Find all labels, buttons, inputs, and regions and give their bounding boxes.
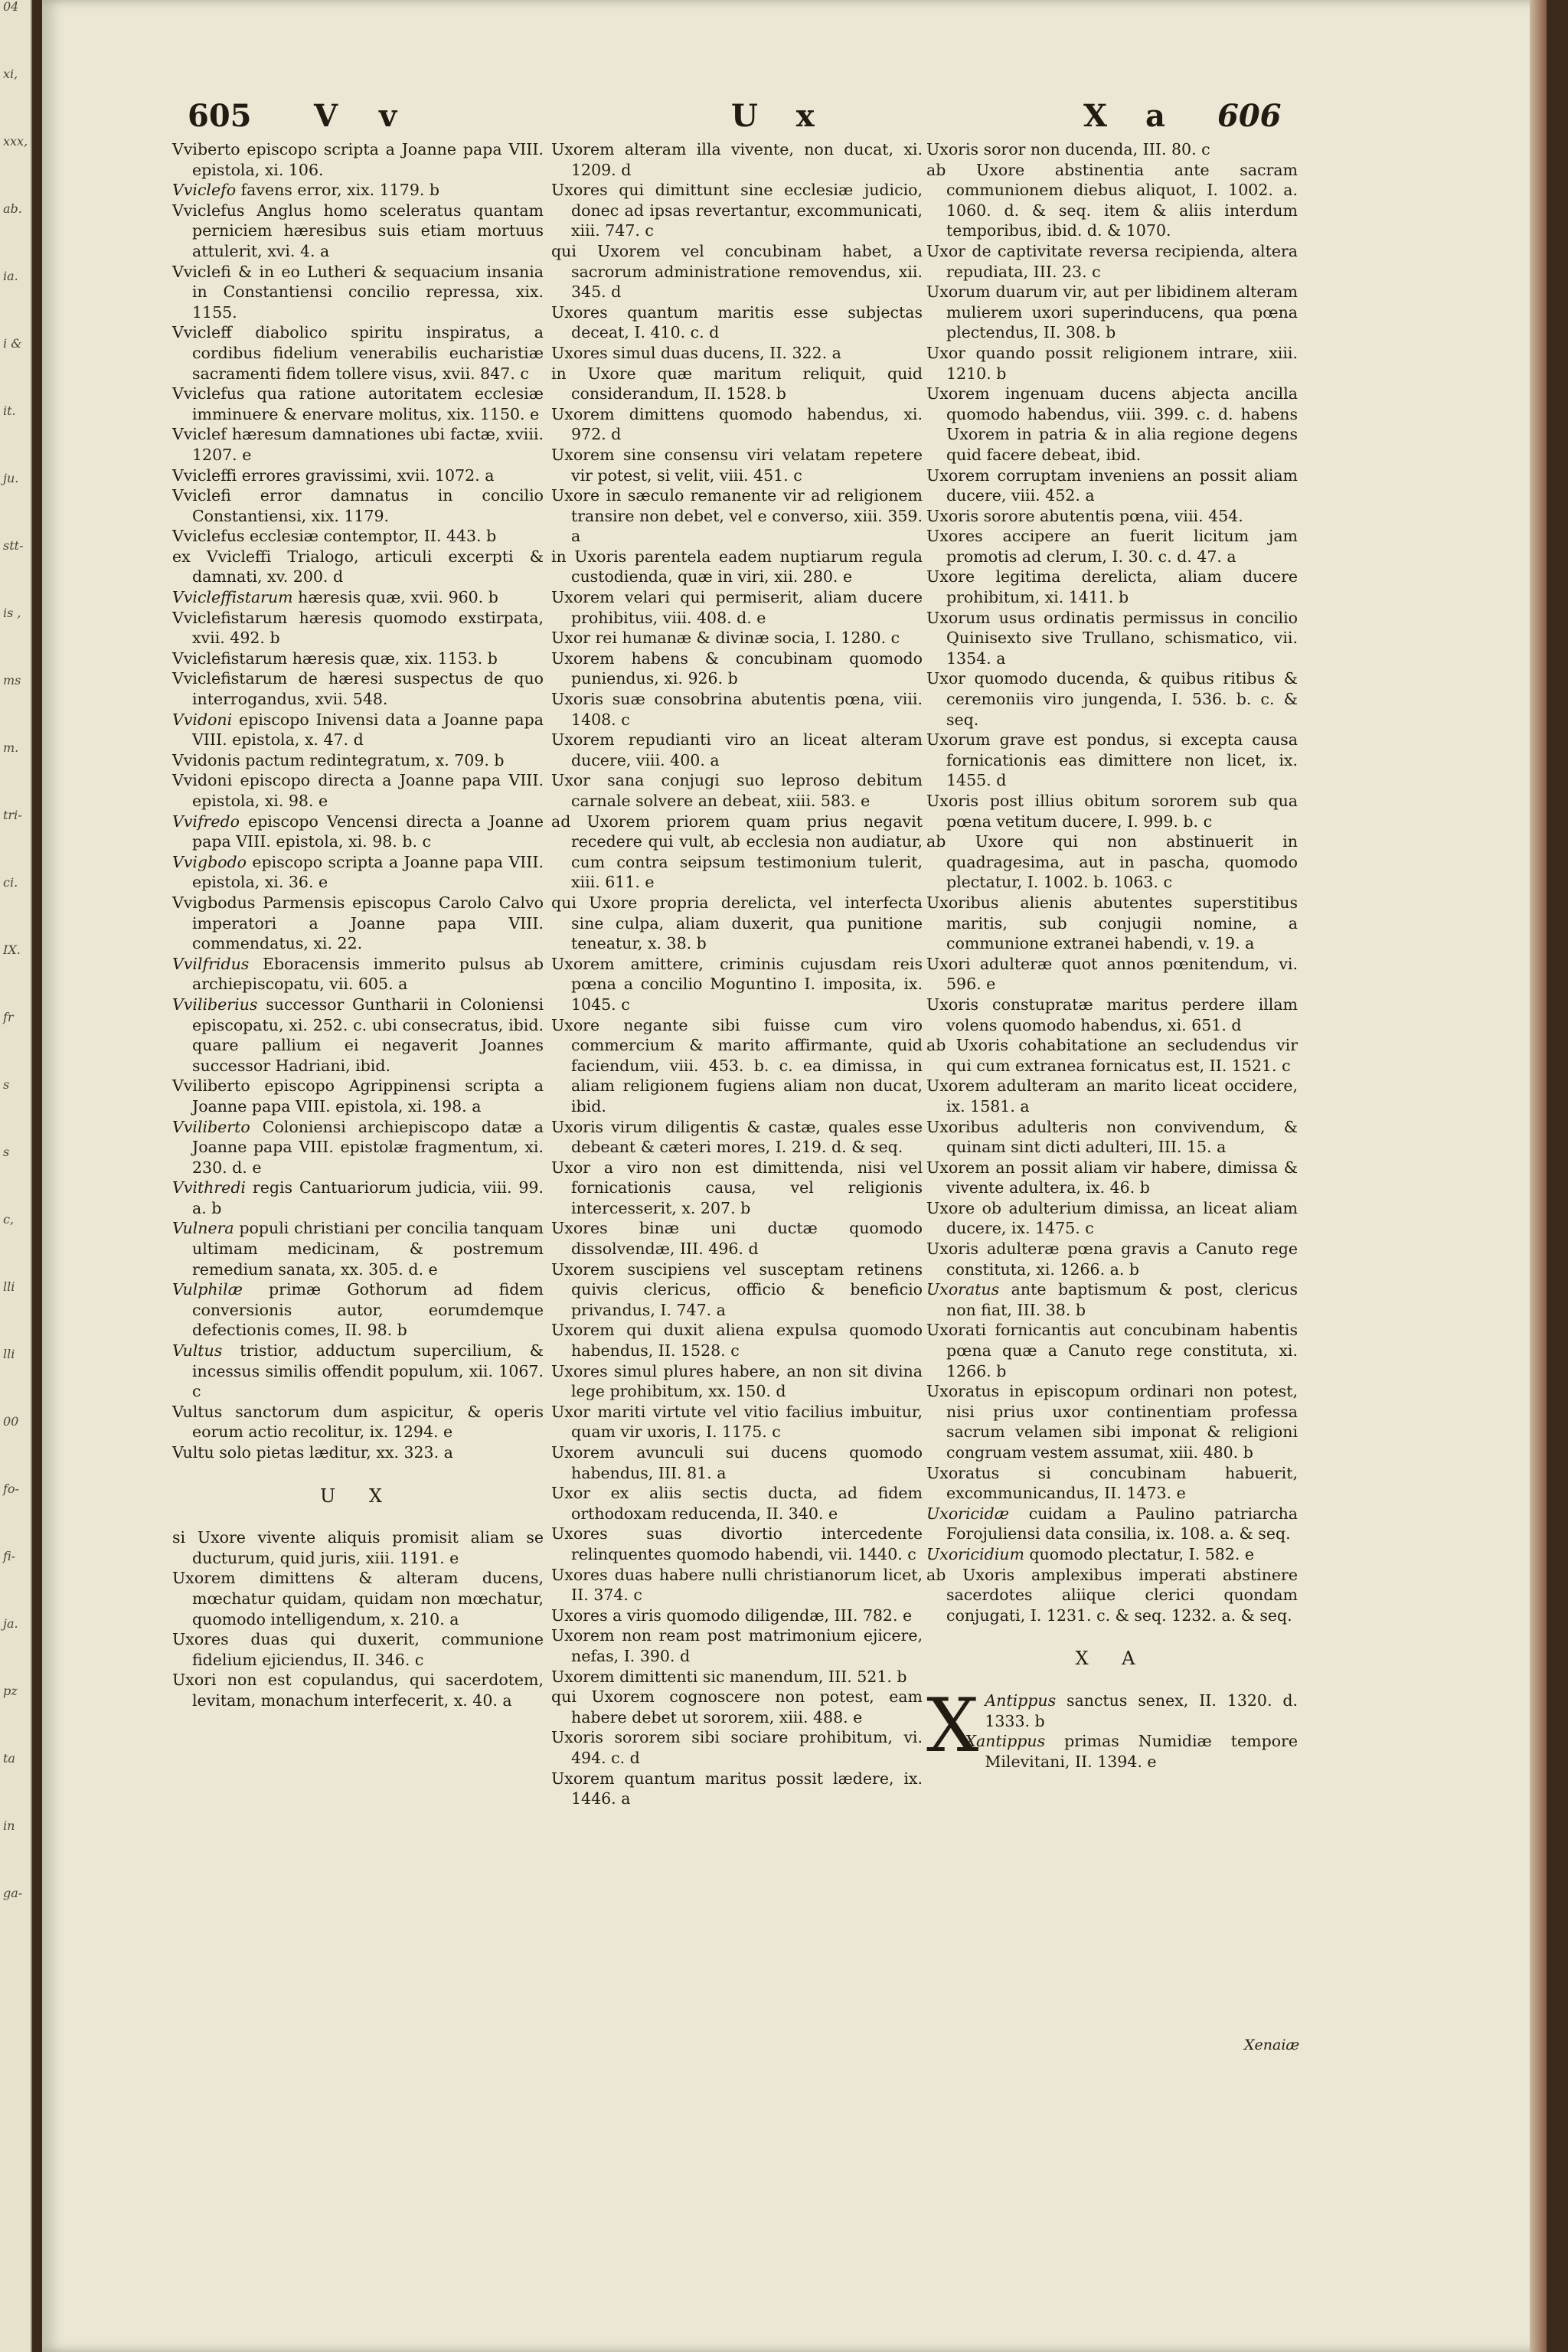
index-entry: [926, 160, 1298, 241]
index-entry: [172, 424, 544, 465]
entry-text: Uxore ob adulterium dimissa, an liceat aliam ducere, ix. 1475. c: [926, 1198, 1298, 1238]
entry-text: Vultu solo pietas læditur, xx. 323. a: [172, 1443, 453, 1462]
entry-text: regis Cantuariorum judicia, viii. 99. a. b: [192, 1178, 544, 1217]
index-entry: [172, 1279, 544, 1341]
entry-text: Vviclefistarum de hæresi suspectus de quo interrogandus, xvii. 548.: [172, 669, 544, 709]
index-entry: [926, 1731, 1298, 1772]
entry-text: Vvidoni episcopo directa a Joanne papa VIII. epistola, xi. 98. e: [172, 771, 544, 810]
entry-text: ex Vvicleffi Trialogo, articuli excerpti & damnati, xv. 200. d: [172, 547, 544, 586]
entry-text: ab Uxore abstinentia ante sacram communionem diebus aliquot, I. 1002. a. 1060. d. & seq. item & aliis interdum temporibus, ibid. d. & 1070.: [926, 160, 1298, 240]
index-entry: [926, 831, 1298, 893]
index-entry: [926, 506, 1298, 527]
entry-text: Uxorem qui duxit aliena expulsa quomodo habendus, II. 1528. c: [551, 1321, 923, 1361]
header-letters-center: U x: [731, 98, 828, 134]
previous-page-fragment: ja.: [3, 1616, 18, 1631]
entry-text: Uxorum duarum vir, aut per libidinem alteram mulierem uxori superinducens, qua pœna plectendus, II. 308. b: [926, 283, 1298, 342]
index-entry: [172, 201, 544, 262]
entry-text: Uxorem dimittenti sic manendum, III. 521. b: [551, 1667, 907, 1686]
index-column-1: [172, 139, 544, 1711]
index-entry: [172, 1218, 544, 1279]
previous-page-fragment: ms: [3, 673, 21, 688]
index-entry: [551, 364, 923, 404]
index-entry: [172, 587, 544, 608]
index-entry: [926, 954, 1298, 995]
entry-text: Uxore negante sibi fuisse cum viro commercium & marito affirmante, quid faciendum, viii. 453. b. c. ea dimissa, in aliam religionem fugiens aliam non ducat, ibid.: [551, 1015, 923, 1116]
entry-text: Uxorem alteram illa vivente, non ducat, xi. 1209. d: [551, 140, 923, 179]
previous-page-fragment: ci.: [3, 875, 18, 890]
index-entry: [172, 1568, 544, 1629]
index-entry: [172, 1442, 544, 1463]
entry-text: Uxores simul plures habere, an non sit divina lege prohibitum, xx. 150. d: [551, 1361, 923, 1401]
entry-text: Vvigbodus Parmensis episcopus Carolo Calvo imperatori a Joanne papa VIII. commendatus, xi. 22.: [172, 893, 544, 953]
entry-headword: Uxoricidæ: [926, 1504, 1009, 1523]
index-entry: [172, 1117, 544, 1178]
entry-text: qui Uxorem vel concubinam habet, a sacrorum administratione removendus, xii. 345. d: [551, 241, 923, 302]
entry-text: Uxores duas habere nulli christianorum licet, II. 374. c: [551, 1565, 923, 1605]
index-entry: [551, 648, 923, 689]
entry-text: primas Numidiæ tempore Milevitani, II. 1394. e: [985, 1732, 1298, 1771]
entry-text: Uxores binæ uni ductæ quomodo dissolvendæ, III. 496. d: [551, 1219, 923, 1259]
entry-text: Uxorum usus ordinatis permissus in concilio Quinisexto sive Trullano, schismatico, vii. 1354. a: [926, 608, 1298, 668]
previous-page-fragment: 00: [3, 1414, 19, 1429]
index-entry: [926, 893, 1298, 954]
entry-headword: Vviclefo: [172, 181, 237, 200]
entry-headword: Vviliberto: [172, 1117, 250, 1136]
previous-page-fragment: s: [3, 1145, 10, 1159]
entry-text: Vvidonis pactum redintegratum, x. 709. b: [172, 750, 505, 769]
index-entry: [926, 1158, 1298, 1198]
entry-text: Vviclefus Anglus homo sceleratus quantam perniciem hæresibus suis etiam mortuus attulerit, xvi. 4. a: [172, 201, 544, 260]
entry-text: Vviclefistarum hæresis quæ, xix. 1153. b: [172, 648, 498, 668]
index-entry: [551, 180, 923, 241]
entry-text: ad Uxorem priorem quam prius negavit recedere qui vult, ab ecclesia non audiatur, cum contra seipsum testimonium tulerit, xiii. 611. e: [551, 812, 923, 892]
entry-text: Uxorem dimittens quomodo habendus, xi. 972. d: [551, 404, 923, 444]
entry-text: Vultus sanctorum dum aspicitur, & operis eorum actio recolitur, ix. 1294. e: [172, 1402, 544, 1442]
index-entry: [551, 1259, 923, 1321]
entry-text: Uxore legitima derelicta, aliam ducere prohibitum, xi. 1411. b: [926, 567, 1298, 607]
entry-headword: Vvilfridus: [172, 954, 250, 973]
header-letters-right: X a: [1083, 98, 1179, 134]
index-entry: [551, 547, 923, 587]
previous-page-fragment: c,: [3, 1212, 15, 1227]
entry-headword: Vvifredo: [172, 812, 240, 831]
entry-text: Uxoris constupratæ maritus perdere illam volens quomodo habendus, xi. 651. d: [926, 995, 1298, 1034]
index-entry: [926, 567, 1298, 607]
entry-text: Uxorem an possit aliam vir habere, dimissa & vivente adultera, ix. 46. b: [926, 1158, 1298, 1197]
entry-text: Uxorem dimittens & alteram ducens, mœchatur quidam, quidam non mœchatur, quomodo intelligendum, x. 210. a: [172, 1569, 544, 1628]
index-entry: [172, 1670, 544, 1710]
index-entry: [172, 648, 544, 669]
index-entry: [172, 1076, 544, 1116]
index-entry: [926, 1198, 1298, 1239]
index-entry: [551, 343, 923, 364]
entry-text: ante baptismum & post, clericus non fiat, III. 38. b: [946, 1280, 1298, 1319]
index-entry: [172, 547, 544, 587]
index-entry: [551, 1687, 923, 1727]
index-entry: [551, 1117, 923, 1158]
entry-text: Vviberto episcopo scripta a Joanne papa VIII. epistola, xi. 106.: [172, 140, 544, 179]
previous-page-fragment: fi-: [3, 1549, 16, 1563]
entry-text: Uxoris sororem sibi sociare prohibitum, vi. 494. c. d: [551, 1728, 923, 1767]
index-entry: [926, 241, 1298, 282]
entry-text: Uxorem ingenuam ducens abjecta ancilla quomodo habendus, viii. 399. c. d. habens Uxorem in patria & in alia regione degens quid facere debeat, ibid.: [926, 384, 1298, 464]
entry-text: Uxorem suscipiens vel susceptam retinens quivis clericus, officio & beneficio privandus, I. 747. a: [551, 1259, 923, 1319]
entry-text: Uxorem amittere, criminis cujusdam reis pœna a concilio Moguntino I. imposita, ix. 1045. c: [551, 954, 923, 1014]
index-entry: [551, 404, 923, 445]
index-entry: [551, 485, 923, 547]
previous-page-fragment: lli: [3, 1279, 15, 1294]
index-entry: [926, 1504, 1298, 1544]
entry-headword: Uxoricidium: [926, 1544, 1024, 1563]
index-entry: [551, 1015, 923, 1117]
previous-page-fragment: ta: [3, 1751, 15, 1766]
entry-headword: Vulphilæ: [172, 1280, 243, 1299]
entry-text: Vviclefistarum hæresis quomodo exstirpata, xvii. 492. b: [172, 608, 544, 648]
entry-text: Uxoribus alienis abutentes superstitibus maritis, sub conjugii nomine, a communione extranei habendi, v. 19. a: [926, 893, 1298, 953]
entry-text: Uxorem corruptam inveniens an possit aliam ducere, viii. 452. a: [926, 466, 1298, 505]
entry-text: Uxorem non ream post matrimonium ejicere, nefas, I. 390. d: [551, 1626, 923, 1665]
index-entry: [551, 1727, 923, 1768]
entry-text: Uxor quando possit religionem intrare, xiii. 1210. b: [926, 343, 1298, 383]
entry-text: in Uxore quæ maritum reliquit, quid considerandum, II. 1528. b: [551, 364, 923, 403]
index-entry: [926, 1279, 1298, 1320]
previous-page-fragment: fo-: [3, 1481, 19, 1496]
index-entry: [926, 282, 1298, 343]
entry-text: primæ Gothorum ad fidem conversionis autor, eorumdemque defectionis comes, II. 98. b: [192, 1280, 544, 1340]
index-entry: [172, 812, 544, 852]
entry-text: Uxoris sorore abutentis pœna, viii. 454.: [926, 506, 1243, 525]
index-entry: [926, 1463, 1298, 1504]
entry-text: Uxor mariti virtute vel vitio facilius imbuitur, quam vir uxoris, I. 1175. c: [551, 1402, 923, 1442]
entry-text: Uxores suas divortio intercedente relinquentes quomodo habendi, vii. 1440. c: [551, 1524, 923, 1563]
previous-page-fragment: i &: [3, 336, 22, 351]
previous-page-fragment: lli: [3, 1347, 15, 1361]
index-entry: [926, 1076, 1298, 1116]
previous-page-fragment: xi,: [3, 67, 18, 81]
entry-text: qui Uxorem cognoscere non potest, eam habere debet ut sororem, xiii. 488. e: [551, 1687, 923, 1726]
index-entry: [551, 1524, 923, 1564]
index-entry: [172, 262, 544, 323]
entry-text: Uxoris virum diligentis & castæ, quales esse debeant & cæteri mores, I. 219. d. & seq.: [551, 1117, 923, 1157]
index-entry: [172, 608, 544, 648]
entry-text: Uxorem repudianti viro an liceat alteram ducere, viii. 400. a: [551, 730, 923, 769]
book-page: [42, 0, 1547, 2352]
entry-text: Uxorem velari qui permiserit, aliam ducere prohibitus, viii. 408. d. e: [551, 588, 923, 627]
entry-text: favens error, xix. 1179. b: [236, 181, 440, 200]
index-entry: [172, 852, 544, 893]
index-entry: [926, 730, 1298, 791]
entry-text: hæresis quæ, xvii. 960. b: [292, 588, 498, 607]
index-entry: [172, 995, 544, 1076]
entry-text: Vviclefus ecclesiæ contemptor, II. 443. b: [172, 527, 497, 546]
entry-text: episcopo scripta a Joanne papa VIII. epistola, xi. 36. e: [192, 852, 544, 892]
entry-headword: Vvidoni: [172, 710, 233, 729]
index-entry: [172, 710, 544, 750]
index-entry: [551, 770, 923, 811]
index-entry: [551, 1483, 923, 1524]
catchword: Xenaiæ: [1244, 2037, 1300, 2053]
index-entry: [926, 526, 1298, 567]
entry-text: si Uxore vivente aliquis promisit aliam se ducturum, quid juris, xiii. 1191. e: [172, 1528, 544, 1567]
previous-page-fragment: stt-: [3, 538, 24, 553]
entry-text: Vviclef hæresum damnationes ubi factæ, xviii. 1207. e: [172, 425, 544, 464]
index-entry: [172, 1527, 544, 1568]
index-entry: [172, 526, 544, 547]
entry-text: Vviclefi & in eo Lutheri & sequacium insania in Constantiensi concilio repressa, xix. 1155.: [172, 262, 544, 322]
previous-page-fragment: ia.: [3, 269, 18, 283]
index-entry: [172, 1178, 544, 1218]
entry-text: Uxorem adulteram an marito liceat occidere, ix. 1581. a: [926, 1076, 1298, 1116]
entry-headword: Vultus: [172, 1341, 223, 1361]
entry-headword: Vvithredi: [172, 1178, 246, 1197]
entry-text: Vviclefus qua ratione autoritatem ecclesiæ imminuere & enervare molitus, xix. 1150. e: [172, 384, 544, 423]
section-heading: X A: [1075, 1648, 1149, 1670]
entry-text: sanctus senex, II. 1320. d. 1333. b: [985, 1690, 1298, 1730]
entry-text: Uxorati fornicantis aut concubinam habentis pœna quæ a Canuto rege constituta, xi. 1266. b: [926, 1321, 1298, 1380]
entry-text: ab Uxoris amplexibus imperati abstinere sacerdotes aliique clerici quondam conjugati, I. 1231. c. & seq. 1232. a. & seq.: [926, 1565, 1298, 1625]
index-entry: [551, 1402, 923, 1442]
previous-page-fragment: in: [3, 1818, 15, 1833]
page-number-left: 605: [188, 98, 252, 134]
previous-page-fragment: pz: [3, 1684, 18, 1698]
previous-page-edge: [0, 0, 32, 2352]
entry-text: Uxorem quantum maritus possit lædere, ix. 1446. a: [551, 1769, 923, 1808]
index-entry: [551, 1320, 923, 1361]
entry-headword: Vvicleffistarum: [172, 588, 293, 607]
entry-text: Vvicleffi errores gravissimi, xvii. 1072. a: [172, 466, 495, 485]
entry-text: quomodo plectatur, I. 582. e: [1024, 1544, 1255, 1563]
entry-headword: Vulnera: [172, 1219, 234, 1238]
previous-page-fragment: xxx,: [3, 134, 28, 149]
entry-text: successor Guntharii in Coloniensi episcopatu, xi. 252. c. ubi consecratus, ibid. quare pallium ei negaverit Joannes successor Hadriani, ibid.: [192, 995, 544, 1075]
index-entry: [551, 445, 923, 485]
index-entry: [926, 1035, 1298, 1076]
index-entry: [551, 1606, 923, 1626]
entry-text: populi christiani per concilia tanquam ultimam medicinam, & postremum remedium sanata, xx. 305. d. e: [192, 1219, 544, 1279]
decorated-initial: X: [926, 1682, 979, 1769]
index-entry: [926, 1544, 1298, 1565]
entry-text: ab Uxoris cohabitatione an secludendus vir qui cum extranea fornicatus est, II. 1521. c: [926, 1036, 1298, 1075]
entry-text: Vviclefi error damnatus in concilio Constantiensi, xix. 1179.: [172, 486, 544, 525]
index-entry: [551, 1625, 923, 1666]
entry-text: Uxoris soror non ducenda, III. 80. c: [926, 140, 1210, 158]
entry-text: Uxor rei humanæ & divinæ socia, I. 1280. c: [551, 629, 900, 648]
entry-text: Vvicleff diabolico spiritu inspiratus, a cordibus fidelium venerabilis eucharistiæ sacramenti fidem tollere visus, xvii. 847. c: [172, 323, 544, 383]
index-entry: [551, 730, 923, 770]
index-entry: [926, 139, 1298, 160]
entry-text: Uxoris adulteræ pœna gravis a Canuto rege constituta, xi. 1266. a. b: [926, 1240, 1298, 1279]
entry-text: Uxore in sæculo remanente vir ad religionem transire non debet, vel e converso, xiii. 359. a: [551, 486, 923, 546]
running-header: [188, 98, 1382, 144]
entry-text: Coloniensi archiepiscopo datæ a Joanne papa VIII. epistolæ fragmentum, xi. 230. d. e: [192, 1117, 544, 1177]
entry-text: qui Uxore propria derelicta, vel interfecta sine culpa, aliam duxerit, qua punitione teneatur, x. 38. b: [551, 893, 923, 953]
previous-page-fragment: is ,: [3, 606, 21, 620]
index-entry: [926, 791, 1298, 831]
index-entry: [172, 668, 544, 709]
entry-text: Uxores qui dimittunt sine ecclesiæ judicio, donec ad ipsas revertantur, excommunicati, xiii. 747. c: [551, 181, 923, 240]
index-entry: [551, 1769, 923, 1809]
entry-headword: Xantippus: [965, 1732, 1046, 1751]
index-entry: [551, 587, 923, 628]
entry-text: episcopo Inivensi data a Joanne papa VIII. epistola, x. 47. d: [192, 710, 544, 750]
entry-text: Uxorem habens & concubinam quomodo puniendus, xi. 926. b: [551, 648, 923, 688]
entry-headword: Antippus: [985, 1690, 1057, 1710]
entry-text: tristior, adductum supercilium, & incessus similis offendit populum, xii. 1067. c: [192, 1341, 544, 1401]
index-entry: [551, 812, 923, 893]
index-entry: [172, 893, 544, 954]
entry-text: Uxor quomodo ducenda, & quibus ritibus & ceremoniis viro jungenda, I. 536. b. c. & seq.: [926, 669, 1298, 729]
index-entry: [551, 954, 923, 1015]
entry-text: Uxor a viro non est dimittenda, nisi vel fornicationis causa, vel religionis intercesserit, x. 207. b: [551, 1158, 923, 1217]
section-heading: U X: [320, 1485, 396, 1507]
index-entry: [926, 995, 1298, 1035]
previous-page-fragment: fr: [3, 1010, 14, 1024]
index-entry: [551, 1442, 923, 1483]
entry-text: Vviliberto episcopo Agrippinensi scripta a Joanne papa VIII. epistola, xi. 198. a: [172, 1076, 544, 1116]
entry-text: Uxorem sine consensu viri velatam repetere vir potest, si velit, viii. 451. c: [551, 445, 923, 485]
index-entry: [551, 689, 923, 730]
index-entry: [172, 1402, 544, 1442]
index-entry: [172, 384, 544, 424]
page-number-right: 606: [1217, 98, 1282, 134]
index-entry: [926, 466, 1298, 506]
entry-text: episcopo Vencensi directa a Joanne papa VIII. epistola, xi. 98. b. c: [192, 812, 544, 851]
index-entry: [926, 1117, 1298, 1158]
previous-page-fragment: IX.: [3, 942, 21, 957]
index-entry: [551, 1565, 923, 1606]
index-entry: [926, 1239, 1298, 1279]
entry-text: Uxoris post illius obitum sororem sub qua pœna vetitum ducere, I. 999. b. c: [926, 792, 1298, 831]
entry-text: Uxoratus si concubinam habuerit, excommunicandus, II. 1473. e: [926, 1463, 1298, 1503]
index-entry: [551, 893, 923, 954]
index-entry: [551, 1361, 923, 1402]
entry-text: Uxores a viris quomodo diligendæ, III. 782. e: [551, 1606, 913, 1625]
previous-page-fragment: m.: [3, 740, 19, 755]
previous-page-fragment: ga-: [3, 1886, 23, 1900]
previous-page-fragment: it.: [3, 403, 16, 418]
index-column-2: [551, 139, 923, 1809]
entry-text: Uxori non est copulandus, qui sacerdotem, levitam, monachum interfecerit, x. 40. a: [172, 1671, 544, 1710]
index-entry: [926, 343, 1298, 384]
index-entry: [926, 1565, 1298, 1626]
entry-text: Uxor ex aliis sectis ducta, ad fidem orthodoxam reducenda, II. 340. e: [551, 1484, 923, 1523]
index-entry: [172, 322, 544, 384]
entry-text: Uxorum grave est pondus, si excepta causa fornicationis eas dimittere non licet, ix. 1455. d: [926, 730, 1298, 790]
entry-text: Uxores quantum maritis esse subjectas deceat, I. 410. c. d: [551, 302, 923, 342]
page-edge-binding: [1530, 0, 1547, 2352]
previous-page-fragment: tri-: [3, 808, 22, 822]
previous-page-fragment: 04: [3, 0, 19, 14]
index-entry: [551, 1158, 923, 1219]
index-entry: [926, 1320, 1298, 1381]
index-column-3: [926, 139, 1298, 1772]
index-entry: [172, 954, 544, 995]
entry-text: Uxores simul duas ducens, II. 322. a: [551, 343, 841, 362]
entry-text: Uxores accipere an fuerit licitum jam promotis ad clerum, I. 30. c. d. 47. a: [926, 527, 1298, 566]
previous-page-fragment: ab.: [3, 201, 22, 216]
entry-text: ab Uxore qui non abstinuerit in quadragesima, aut in pascha, quomodo plectatur, I. 1002. b. 1063. c: [926, 832, 1298, 892]
index-entry: [172, 1341, 544, 1402]
index-entry: [926, 384, 1298, 465]
entry-text: Uxoris suæ consobrina abutentis pœna, viii. 1408. c: [551, 690, 923, 729]
index-entry: [172, 770, 544, 811]
index-entry: [926, 668, 1298, 730]
index-entry: [551, 628, 923, 648]
index-entry: [172, 466, 544, 486]
index-entry: [926, 608, 1298, 669]
index-entry: [551, 302, 923, 343]
entry-text: cuidam a Paulino patriarcha Forojuliensi data consilia, ix. 108. a. & seq.: [946, 1504, 1298, 1544]
entry-headword: Uxoratus: [926, 1280, 1000, 1299]
index-entry: [551, 139, 923, 180]
entry-text: Uxoribus adulteris non convivendum, & quinam sint dicti adulteri, III. 15. a: [926, 1117, 1298, 1157]
index-entry: [172, 485, 544, 526]
entry-text: Uxorem avunculi sui ducens quomodo habendus, III. 81. a: [551, 1443, 923, 1482]
index-entry: [551, 241, 923, 302]
entry-text: Uxor sana conjugi suo leproso debitum carnale solvere an debeat, xiii. 583. e: [551, 771, 923, 810]
previous-page-fragment: ju.: [3, 471, 19, 485]
previous-page-fragment: s: [3, 1077, 10, 1092]
index-entry: [551, 1667, 923, 1687]
entry-headword: Vvigbodo: [172, 852, 247, 871]
index-entry: [172, 750, 544, 771]
index-entry: [172, 1629, 544, 1670]
entry-text: Uxoratus in episcopum ordinari non potest, nisi prius uxor continentiam professa sacrum velamen sibi imponat & religioni congruam vestem assumat, xiii. 480. b: [926, 1382, 1298, 1462]
entry-text: in Uxoris parentela eadem nuptiarum regula custodienda, quæ in viri, xii. 280. e: [551, 547, 923, 586]
index-entry: [926, 1381, 1298, 1462]
entry-text: Uxori adulteræ quot annos pœnitendum, vi. 596. e: [926, 954, 1298, 994]
entry-text: Uxor de captivitate reversa recipienda, altera repudiata, III. 23. c: [926, 241, 1298, 281]
index-entry: [172, 139, 544, 180]
header-letters-left: V v: [314, 98, 413, 134]
index-entry: [551, 1218, 923, 1259]
entry-text: Eboracensis immerito pulsus ab archiepiscopatu, vii. 605. a: [192, 954, 544, 994]
entry-headword: Vviliberius: [172, 995, 258, 1014]
entry-text: Uxores duas qui duxerit, communione fidelium ejiciendus, II. 346. c: [172, 1630, 544, 1669]
index-entry: [172, 180, 544, 201]
